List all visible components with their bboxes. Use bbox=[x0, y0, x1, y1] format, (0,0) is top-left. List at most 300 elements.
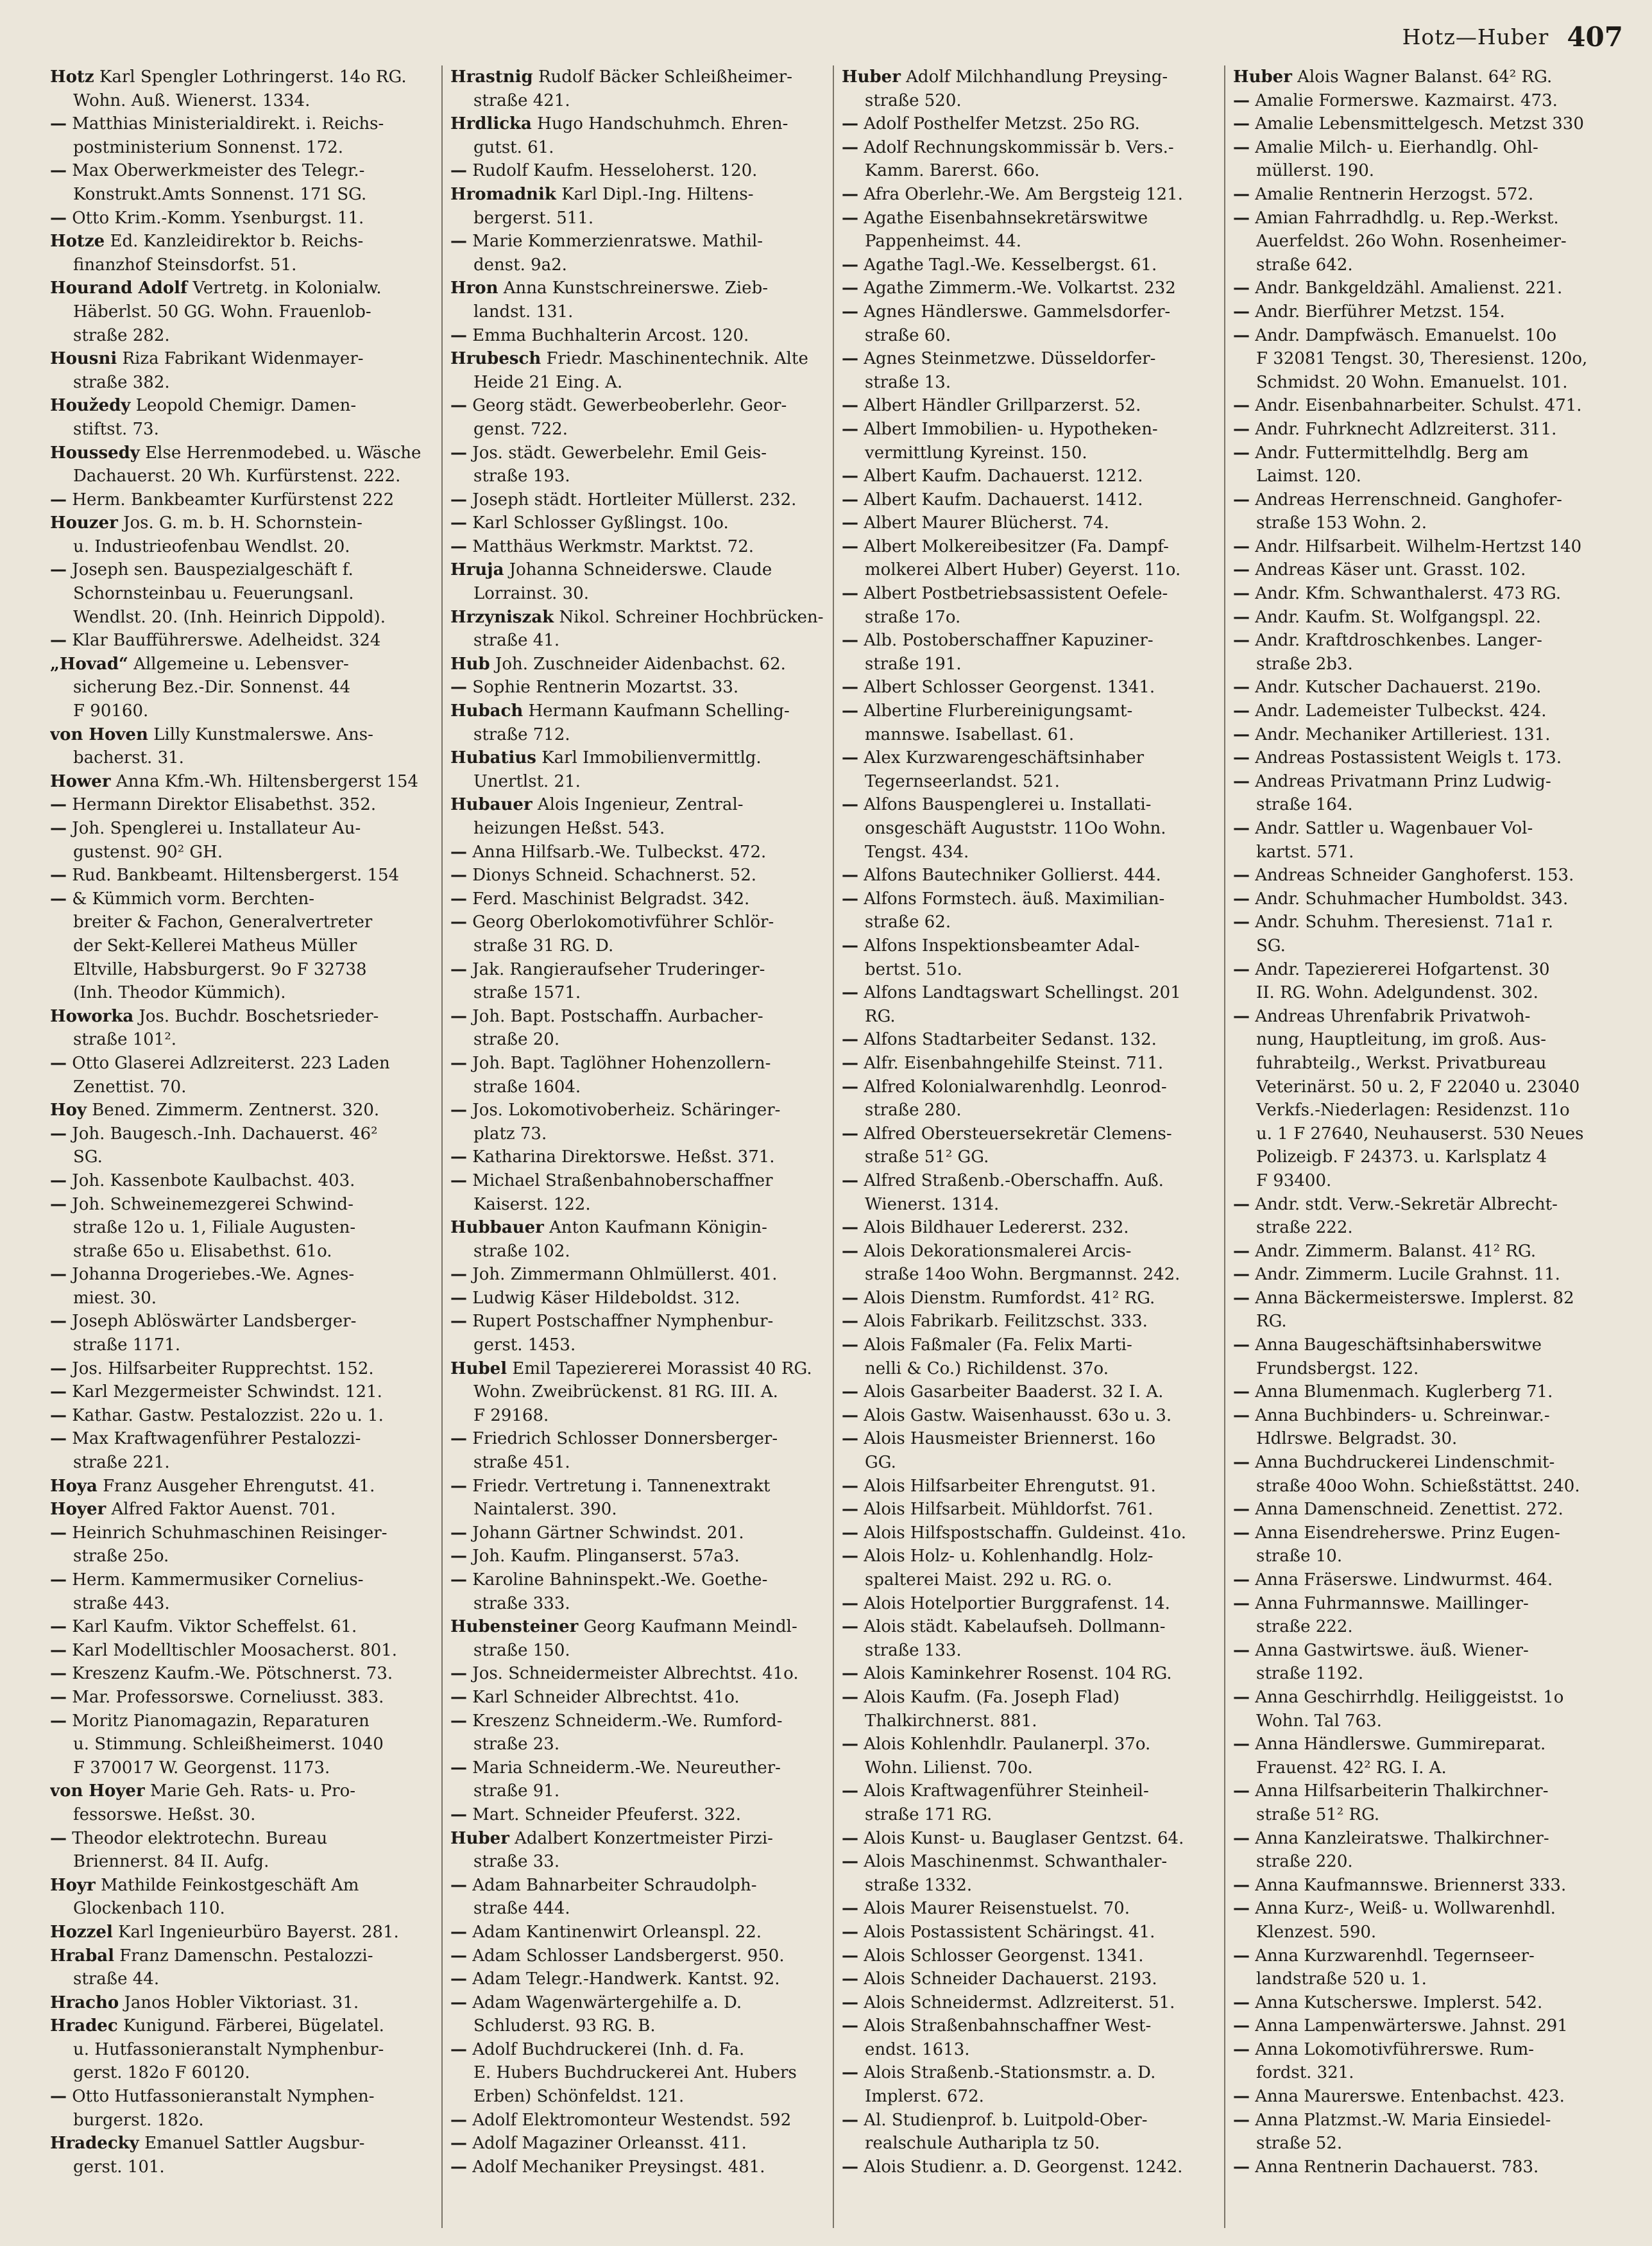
entry-text: Ferd. Maschinist Belgradst. 342. bbox=[472, 889, 750, 909]
directory-entry-line bbox=[50, 535, 434, 559]
directory-entry-line bbox=[1233, 1710, 1608, 1733]
entry-text: Rudolf Bäcker Schleißheimer- bbox=[538, 67, 793, 87]
directory-entry-line bbox=[842, 511, 1216, 535]
directory-entry-line bbox=[842, 465, 1216, 488]
directory-entry-line bbox=[450, 1216, 825, 1240]
directory-entry-line bbox=[1233, 770, 1608, 794]
entry-text: Laimst. 120. bbox=[1256, 467, 1361, 486]
directory-entry-line bbox=[450, 1568, 825, 1592]
entry-surname: — bbox=[50, 2087, 67, 2107]
directory-entry-line bbox=[450, 793, 825, 817]
entry-text: Glockenbach 110. bbox=[73, 1899, 225, 1919]
directory-entry-line bbox=[450, 1639, 825, 1663]
entry-text: GG. bbox=[865, 1453, 896, 1473]
entry-text: Adam Bahnarbeiter Schraudolph- bbox=[472, 1875, 757, 1895]
entry-surname: — bbox=[450, 1969, 467, 1989]
directory-entry-line bbox=[1233, 1639, 1608, 1663]
directory-entry-line bbox=[842, 1944, 1216, 1968]
directory-entry-line bbox=[1233, 89, 1608, 113]
entry-surname: Hotze bbox=[50, 232, 105, 252]
directory-entry-line bbox=[1233, 488, 1608, 512]
directory-entry-line bbox=[842, 1827, 1216, 1851]
entry-surname: — bbox=[842, 2110, 858, 2130]
entry-text: gerst. 1453. bbox=[473, 1335, 576, 1355]
entry-text: Herm. Bankbeamter Kurfürstenst 222 bbox=[72, 490, 395, 510]
entry-surname: — bbox=[842, 184, 858, 204]
directory-entry-line bbox=[842, 1921, 1216, 1944]
entry-surname: — bbox=[1233, 1194, 1250, 1214]
entry-surname: — bbox=[50, 1170, 67, 1190]
directory-entry-line bbox=[450, 1850, 825, 1874]
directory-entry-line bbox=[1233, 324, 1608, 348]
entry-text: Georg Kaufmann Meindl- bbox=[583, 1617, 797, 1637]
directory-entry-line bbox=[842, 1475, 1216, 1498]
entry-surname: — bbox=[842, 1993, 858, 2012]
entry-surname: — bbox=[842, 1617, 858, 1637]
directory-entry-line bbox=[842, 1310, 1216, 1333]
entry-text: Joh. Bapt. Taglöhner Hohenzollern- bbox=[472, 1053, 771, 1073]
page-header bbox=[1354, 14, 1623, 59]
directory-entry-line bbox=[50, 770, 434, 794]
entry-text: straße 62. bbox=[865, 913, 951, 932]
directory-entry-line bbox=[450, 1921, 825, 1944]
entry-surname: — bbox=[1233, 1993, 1250, 2012]
directory-entry-line bbox=[842, 1451, 1216, 1475]
entry-surname: — bbox=[1233, 1828, 1250, 1848]
entry-surname: — bbox=[1233, 184, 1250, 204]
entry-text: Alois Dienstm. Rumfordst. 41² RG. bbox=[864, 1288, 1155, 1308]
directory-entry-line bbox=[842, 1099, 1216, 1122]
entry-surname: — bbox=[842, 1053, 858, 1073]
entry-surname: — bbox=[842, 1593, 858, 1613]
directory-entry-line bbox=[842, 1193, 1216, 1217]
directory-entry-line bbox=[842, 606, 1216, 630]
directory-entry-line bbox=[1233, 1052, 1608, 1076]
entry-text: Georg Oberlokomotivführer Schlör- bbox=[472, 913, 774, 932]
entry-surname: — bbox=[1233, 302, 1250, 321]
directory-entry-line bbox=[450, 1897, 825, 1921]
entry-text: F 32081 Tengst. 30, Theresienst. 120o, bbox=[1256, 349, 1588, 369]
directory-entry-line bbox=[842, 676, 1216, 699]
entry-surname: — bbox=[50, 1382, 67, 1402]
directory-entry-line bbox=[842, 629, 1216, 653]
directory-entry-line bbox=[50, 1522, 434, 1545]
directory-entry-line bbox=[450, 817, 825, 841]
directory-entry-line bbox=[50, 629, 434, 653]
directory-entry-line bbox=[450, 1451, 825, 1475]
entry-text: straße 191. bbox=[865, 654, 962, 674]
directory-entry-line bbox=[450, 112, 825, 136]
entry-surname: — bbox=[1233, 1453, 1250, 1473]
entry-text: straße 642. bbox=[1256, 255, 1353, 275]
entry-surname: — bbox=[450, 536, 467, 556]
entry-text: Alois städt. Kabelaufseh. Dollmann- bbox=[864, 1617, 1166, 1637]
entry-surname: — bbox=[1233, 2039, 1250, 2059]
entry-text: Auerfeldst. 26o Wohn. Rosenheimer- bbox=[1256, 232, 1567, 252]
entry-text: Amalie Lebensmittelgesch. Metzst 330 bbox=[1255, 114, 1584, 134]
entry-text: SG. bbox=[1256, 936, 1286, 956]
entry-text: Alfons Stadtarbeiter Sedanst. 132. bbox=[864, 1030, 1157, 1050]
entry-text: Frundsbergst. 122. bbox=[1256, 1359, 1419, 1378]
entry-surname: Hoyer bbox=[50, 1500, 106, 1520]
entry-text: Alois Faßmaler (Fa. Felix Marti- bbox=[864, 1335, 1132, 1355]
entry-surname: — bbox=[50, 161, 67, 181]
directory-entry-line bbox=[50, 371, 434, 395]
directory-entry-line bbox=[50, 1592, 434, 1616]
entry-surname: Houžedy bbox=[50, 396, 131, 416]
entry-surname: — bbox=[50, 490, 67, 510]
entry-text: Hugo Handschuhmch. Ehren- bbox=[537, 114, 788, 134]
entry-text: Alois Hausmeister Briennerst. 16o bbox=[864, 1429, 1156, 1449]
entry-text: Emma Buchhalterin Arcost. 120. bbox=[472, 325, 749, 345]
directory-entry-line bbox=[842, 1169, 1216, 1193]
entry-text: Pappenheimst. 44. bbox=[865, 232, 1022, 252]
entry-text: Karl Kaufm. Viktor Scheffelst. 61. bbox=[72, 1617, 357, 1637]
entry-text: Anna Platzmst.-W. Maria Einsiedel- bbox=[1255, 2110, 1551, 2130]
directory-entry-line bbox=[842, 653, 1216, 676]
entry-text: straße 31 RG. D. bbox=[473, 936, 614, 956]
entry-surname: — bbox=[1233, 490, 1250, 510]
entry-text: Alois Schneidermst. Adlzreiterst. 51. bbox=[864, 1993, 1175, 2012]
running-title: Hotz—Huber bbox=[1402, 24, 1549, 49]
directory-entry-line bbox=[50, 981, 434, 1005]
entry-text: straße 520. bbox=[865, 90, 962, 110]
directory-entry-line bbox=[450, 1779, 825, 1803]
entry-surname: — bbox=[1233, 2087, 1250, 2107]
entry-text: Tengst. 434. bbox=[865, 842, 969, 862]
directory-entry-line bbox=[842, 1357, 1216, 1381]
directory-entry-line bbox=[1233, 535, 1608, 559]
entry-surname: — bbox=[842, 748, 858, 768]
entry-surname: — bbox=[450, 1547, 467, 1566]
entry-text: Joh. Spenglerei u. Installateur Au- bbox=[72, 819, 361, 838]
directory-entry-line bbox=[842, 1076, 1216, 1099]
entry-text: Andr. Bierführer Metzst. 154. bbox=[1255, 302, 1505, 321]
directory-entry-line bbox=[1233, 1451, 1608, 1475]
entry-text: Albertine Flurbereinigungsamt- bbox=[864, 701, 1133, 721]
entry-text: Anna Kurzwarenhdl. Tegernseer- bbox=[1255, 1946, 1535, 1966]
entry-text: Alois Hilfspostschaffn. Guldeinst. 41o. bbox=[864, 1523, 1186, 1543]
entry-surname: — bbox=[50, 866, 67, 886]
entry-text: Amalie Formerswe. Kazmairst. 473. bbox=[1255, 90, 1558, 110]
entry-text: u. Stimmung. Schleißheimerst. 1040 bbox=[73, 1735, 384, 1754]
entry-text: straße 65o u. Elisabethst. 61o. bbox=[73, 1241, 332, 1261]
directory-entry-line bbox=[842, 1052, 1216, 1076]
directory-entry-line bbox=[50, 1099, 434, 1122]
entry-text: Wendlst. 20. (Inh. Heinrich Dippold). bbox=[73, 607, 386, 627]
directory-entry-line bbox=[50, 1427, 434, 1451]
directory-entry-line bbox=[50, 65, 434, 89]
directory-entry-line bbox=[450, 183, 825, 207]
entry-surname: — bbox=[450, 513, 467, 533]
entry-text: Joseph städt. Hortleiter Müllerst. 232. bbox=[472, 490, 797, 510]
entry-text: Johanna Drogeriebes.-We. Agnes- bbox=[72, 1265, 355, 1285]
entry-surname: — bbox=[842, 1687, 858, 1707]
entry-surname: — bbox=[842, 1170, 858, 1190]
entry-surname: Hubauer bbox=[450, 795, 532, 815]
directory-entry-line bbox=[842, 699, 1216, 723]
entry-text: straße 12o u. 1, Filiale Augusten- bbox=[73, 1218, 356, 1238]
entry-surname: — bbox=[1233, 1875, 1250, 1895]
entry-text: straße 222. bbox=[1256, 1218, 1353, 1238]
directory-entry-line bbox=[1233, 159, 1608, 183]
directory-entry-line bbox=[50, 207, 434, 230]
entry-text: straße 20. bbox=[473, 1030, 560, 1050]
directory-entry-line bbox=[450, 676, 825, 699]
entry-text: Thalkirchnerst. 881. bbox=[865, 1711, 1037, 1731]
directory-entry-line bbox=[842, 277, 1216, 300]
directory-entry-line bbox=[842, 1005, 1216, 1029]
entry-text: Karl Modelltischler Moosacherst. 801. bbox=[72, 1640, 398, 1660]
entry-surname: — bbox=[1233, 1570, 1250, 1590]
entry-surname: — bbox=[842, 1500, 858, 1520]
entry-text: Karl Spengler Lothringerst. 14o RG. bbox=[99, 67, 407, 87]
entry-text: bergerst. 511. bbox=[473, 208, 594, 228]
directory-entry-line bbox=[842, 1333, 1216, 1357]
entry-text: Alfons Landtagswart Schellingst. 201 bbox=[864, 983, 1181, 1003]
entry-text: Adolf Milchhandlung Preysing- bbox=[906, 67, 1168, 87]
entry-surname: — bbox=[450, 1101, 467, 1120]
entry-surname: — bbox=[50, 1359, 67, 1378]
entry-text: Alfred Obersteuersekretär Clemens- bbox=[864, 1124, 1172, 1144]
directory-entry-line bbox=[450, 699, 825, 723]
entry-text: gutst. 61. bbox=[473, 137, 554, 157]
directory-entry-line bbox=[450, 2085, 825, 2109]
entry-surname: — bbox=[50, 631, 67, 651]
entry-text: Alois Kraftwagenführer Steinheil- bbox=[864, 1781, 1149, 1801]
entry-text: spalterei Maist. 292 u. RG. o. bbox=[865, 1570, 1112, 1590]
entry-text: platz 73. bbox=[473, 1124, 547, 1144]
column-1 bbox=[50, 65, 441, 2228]
entry-surname: — bbox=[1233, 560, 1250, 580]
directory-entry-line bbox=[50, 841, 434, 864]
directory-entry-line bbox=[842, 2014, 1216, 2038]
entry-text: Emil Tapeziererei Morassist 40 RG. bbox=[512, 1359, 812, 1378]
entry-text: Amalie Rentnerin Herzogst. 572. bbox=[1255, 184, 1534, 204]
directory-entry-line bbox=[450, 887, 825, 911]
entry-text: Joh. Bapt. Postschaffn. Aurbacher- bbox=[472, 1006, 763, 1026]
entry-text: miest. 30. bbox=[73, 1288, 157, 1308]
entry-surname: Hoyr bbox=[50, 1875, 96, 1895]
entry-text: Alois Kunst- u. Bauglaser Gentzst. 64. bbox=[864, 1828, 1184, 1848]
entry-surname: — bbox=[842, 279, 858, 298]
entry-surname: — bbox=[842, 1735, 858, 1754]
directory-entry-line bbox=[50, 1639, 434, 1663]
entry-text: straße 171 RG. bbox=[865, 1805, 992, 1824]
directory-entry-line bbox=[1233, 371, 1608, 395]
entry-text: Alfred Kolonialwarenhdlg. Leonrod- bbox=[864, 1077, 1167, 1097]
entry-surname: — bbox=[450, 325, 467, 345]
directory-entry-line bbox=[50, 1005, 434, 1029]
directory-entry-line bbox=[1233, 2156, 1608, 2179]
entry-text: Kreszenz Kaufm.-We. Pötschnerst. 73. bbox=[72, 1664, 393, 1684]
entry-text: Implerst. 672. bbox=[865, 2087, 984, 2107]
directory-entry-line bbox=[450, 1545, 825, 1568]
directory-entry-line bbox=[842, 1522, 1216, 1545]
entry-surname: — bbox=[842, 349, 858, 369]
directory-entry-line bbox=[1233, 1216, 1608, 1240]
entry-surname: — bbox=[450, 959, 467, 979]
directory-entry-line bbox=[842, 1615, 1216, 1639]
entry-text: Otto Krim.-Komm. Ysenburgst. 11. bbox=[72, 208, 364, 228]
directory-entry-line bbox=[842, 112, 1216, 136]
entry-surname: — bbox=[450, 1664, 467, 1684]
entry-text: Moritz Pianomagazin, Reparaturen bbox=[72, 1711, 370, 1731]
entry-text: fordst. 321. bbox=[1256, 2063, 1354, 2083]
directory-entry-line bbox=[450, 1404, 825, 1428]
directory-entry-line bbox=[50, 1686, 434, 1710]
directory-entry-line bbox=[842, 324, 1216, 348]
directory-entry-line bbox=[450, 1193, 825, 1217]
entry-surname: — bbox=[1233, 959, 1250, 979]
entry-surname: — bbox=[50, 795, 67, 815]
directory-entry-line bbox=[450, 1756, 825, 1780]
directory-entry-line bbox=[1233, 1310, 1608, 1333]
entry-surname: Hubensteiner bbox=[450, 1617, 579, 1637]
entry-surname: — bbox=[842, 1922, 858, 1942]
entry-text: straße 153 Wohn. 2. bbox=[1256, 513, 1427, 533]
directory-entry-line bbox=[50, 418, 434, 441]
entry-text: Dachauerst. 20 Wh. Kurfürstenst. 222. bbox=[73, 467, 401, 486]
entry-surname: — bbox=[842, 1241, 858, 1261]
entry-text: Anna Buchbinders- u. Schreinwar.- bbox=[1255, 1405, 1550, 1425]
entry-text: RG. bbox=[1256, 1312, 1287, 1332]
directory-entry-line bbox=[50, 1380, 434, 1404]
entry-surname: — bbox=[450, 678, 467, 698]
entry-text: gerst. 182o F 60120. bbox=[73, 2063, 250, 2083]
entry-text: Dionys Schneid. Schachnerst. 52. bbox=[472, 866, 757, 886]
directory-entry-line bbox=[1233, 958, 1608, 982]
entry-text: denst. 9a2. bbox=[473, 255, 567, 275]
directory-entry-line bbox=[1233, 2014, 1608, 2038]
entry-text: Karl Mezgermeister Schwindst. 121. bbox=[72, 1382, 382, 1402]
entry-surname: Houzer bbox=[50, 513, 118, 533]
entry-text: Wienerst. 1314. bbox=[865, 1194, 1000, 1214]
entry-surname: — bbox=[1233, 2157, 1250, 2177]
directory-entry-line bbox=[450, 1991, 825, 2015]
entry-text: Anna Kunstschreinerswe. Zieb- bbox=[503, 279, 768, 298]
entry-text: Matthias Ministerialdirekt. i. Reichs- bbox=[72, 114, 384, 134]
entry-text: Franz Ausgeher Ehrengutst. 41. bbox=[103, 1476, 375, 1496]
entry-surname: — bbox=[842, 419, 858, 439]
directory-entry-line bbox=[842, 770, 1216, 794]
entry-surname: — bbox=[1233, 419, 1250, 439]
directory-entry-line bbox=[1233, 934, 1608, 958]
entry-text: Unertlst. 21. bbox=[473, 771, 581, 791]
directory-entry-line bbox=[1233, 418, 1608, 441]
entry-text: (Inh. Theodor Kümmich). bbox=[73, 983, 286, 1003]
directory-entry-line bbox=[50, 887, 434, 911]
entry-surname: — bbox=[50, 114, 67, 134]
entry-surname: Hower bbox=[50, 771, 111, 791]
directory-entry-line bbox=[450, 1310, 825, 1333]
directory-entry-line bbox=[50, 958, 434, 982]
directory-entry-line bbox=[842, 1287, 1216, 1310]
entry-text: Friedr. Maschinentechnik. Alte bbox=[546, 349, 808, 369]
entry-surname: — bbox=[450, 1288, 467, 1308]
entry-surname: — bbox=[450, 2134, 467, 2154]
entry-surname: — bbox=[842, 1547, 858, 1566]
column-2 bbox=[441, 65, 833, 2228]
entry-surname: — bbox=[1233, 1335, 1250, 1355]
entry-text: straße 60. bbox=[865, 325, 951, 345]
entry-text: nelli & Co.) Richildenst. 37o. bbox=[865, 1359, 1109, 1378]
directory-entry-line bbox=[1233, 1498, 1608, 1522]
entry-text: Anna Geschirrhdlg. Heiliggeistst. 1o bbox=[1255, 1687, 1564, 1707]
entry-surname: Hubach bbox=[450, 701, 524, 721]
entry-text: Karl Schneider Albrechtst. 41o. bbox=[472, 1687, 740, 1707]
entry-surname: — bbox=[1233, 325, 1250, 345]
entry-text: Andr. Kaufm. St. Wolfgangspl. 22. bbox=[1255, 607, 1542, 627]
entry-text: Anna Bäckermeisterswe. Implerst. 82 bbox=[1255, 1288, 1574, 1308]
directory-entry-line bbox=[1233, 1850, 1608, 1874]
entry-text: straße 25o. bbox=[73, 1547, 169, 1566]
entry-text: Albert Schlosser Georgenst. 1341. bbox=[864, 678, 1155, 698]
entry-text: straße 712. bbox=[473, 724, 570, 744]
directory-entry-line bbox=[842, 2085, 1216, 2109]
entry-surname: — bbox=[50, 1711, 67, 1731]
directory-entry-line bbox=[450, 441, 825, 465]
entry-text: Rud. Bankbeamt. Hiltensbergerst. 154 bbox=[72, 866, 400, 886]
entry-text: Andr. Kfm. Schwanthalerst. 473 RG. bbox=[1255, 584, 1562, 604]
directory-entry-line bbox=[450, 207, 825, 230]
directory-entry-line bbox=[842, 136, 1216, 160]
entry-surname: — bbox=[1233, 2016, 1250, 2036]
directory-entry-line bbox=[1233, 1921, 1608, 1944]
entry-surname: — bbox=[50, 1617, 67, 1637]
entry-text: Lorrainst. 30. bbox=[473, 584, 590, 604]
entry-surname: — bbox=[450, 490, 467, 510]
entry-text: Agathe Zimmerm.-We. Volkartst. 232 bbox=[864, 279, 1176, 298]
directory-entry-line bbox=[450, 465, 825, 488]
directory-entry-line bbox=[50, 817, 434, 841]
directory-entry-line bbox=[842, 864, 1216, 887]
entry-text: Alois Kaufm. (Fa. Joseph Flad) bbox=[864, 1687, 1120, 1707]
directory-entry-line bbox=[450, 347, 825, 371]
directory-entry-line bbox=[1233, 1287, 1608, 1310]
entry-surname: — bbox=[842, 1077, 858, 1097]
entry-surname: — bbox=[50, 1265, 67, 1285]
entry-text: Adolf Mechaniker Preysingst. 481. bbox=[472, 2157, 765, 2177]
entry-surname: — bbox=[1233, 678, 1250, 698]
directory-entry-line bbox=[1233, 2038, 1608, 2062]
directory-entry-line bbox=[1233, 136, 1608, 160]
directory-entry-line bbox=[450, 1122, 825, 1146]
entry-text: Hermann Kaufmann Schelling- bbox=[528, 701, 790, 721]
entry-text: Andreas Privatmann Prinz Ludwig- bbox=[1255, 771, 1551, 791]
entry-text: Alois Ingenieur, Zentral- bbox=[537, 795, 744, 815]
entry-text: Alois Straßenbahnschaffner West- bbox=[864, 2016, 1152, 2036]
entry-text: straße 14oo Wohn. Bergmannst. 242. bbox=[865, 1265, 1180, 1285]
entry-text: Polizeigb. F 24373. u. Karlsplatz 4 bbox=[1256, 1147, 1547, 1167]
entry-text: E. Hubers Buchdruckerei Ant. Hubers bbox=[473, 2063, 797, 2083]
entry-text: Schmidst. 20 Wohn. Emanuelst. 101. bbox=[1256, 372, 1568, 392]
directory-entry-line bbox=[842, 1803, 1216, 1827]
entry-surname: — bbox=[842, 208, 858, 228]
directory-entry-line bbox=[50, 1967, 434, 1991]
directory-entry-line bbox=[50, 1145, 434, 1169]
directory-entry-line bbox=[50, 1733, 434, 1756]
entry-surname: — bbox=[842, 1030, 858, 1050]
directory-entry-line bbox=[450, 1944, 825, 1968]
directory-entry-line bbox=[50, 2014, 434, 2038]
entry-text: Andr. Kutscher Dachauerst. 219o. bbox=[1255, 678, 1542, 698]
entry-text: Schornsteinbau u. Feuerungsanl. bbox=[73, 584, 354, 604]
entry-text: mannswe. Isabellast. 61. bbox=[865, 724, 1075, 744]
entry-text: Rupert Postschaffner Nymphenbur- bbox=[472, 1312, 774, 1332]
directory-entry-line bbox=[450, 1686, 825, 1710]
entry-text: Wohn. Lilienst. 70o. bbox=[865, 1758, 1033, 1778]
